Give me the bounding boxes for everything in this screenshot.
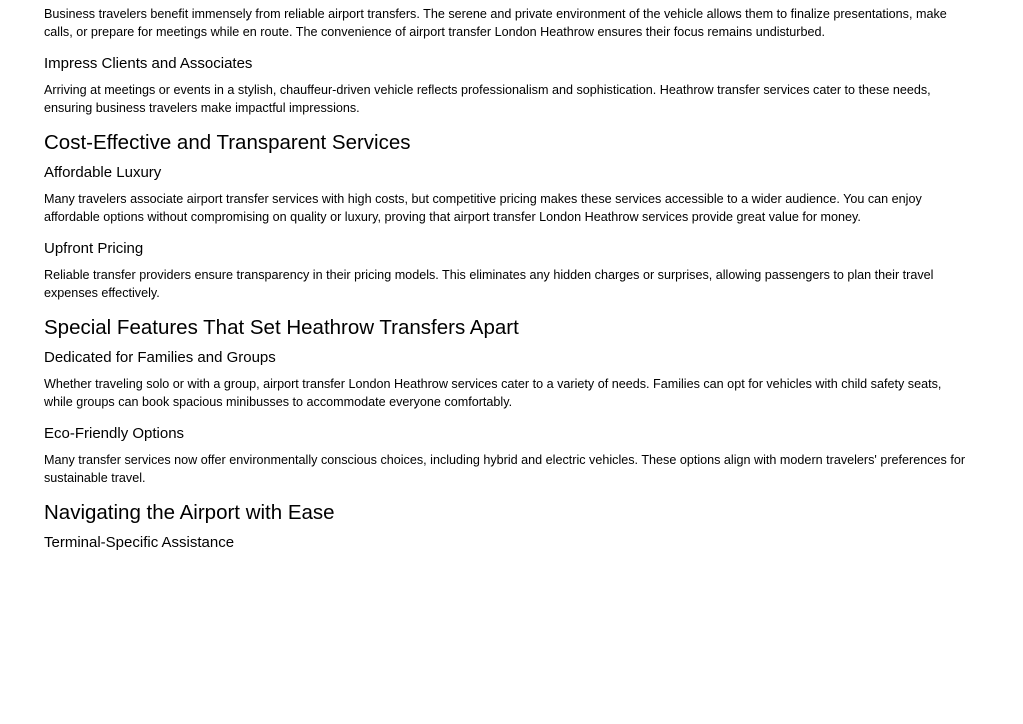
heading-families-groups: Dedicated for Families and Groups [44,349,276,366]
paragraph-affordable-luxury: Many travelers associate airport transfer services with high costs, but competitive pricing makes these services accessible to a wider audience. You can enjoy affordable options without compromising on quality or luxury, proving that airport transfer London Heathrow services provide great value for money. [44,192,922,224]
paragraph-families-groups: Whether traveling solo or with a group, airport transfer London Heathrow services cater to a variety of needs. Families can opt for vehicles with child safety seats, while groups can book spacious minibusses to accommodate everyone comfortably. [44,377,942,409]
heading-eco-friendly: Eco-Friendly Options [44,425,185,442]
document-page [44,6,966,553]
heading-special-features: Special Features That Set Heathrow Transfers Apart [44,316,519,339]
heading-impress-clients: Impress Clients and Associates [44,55,253,72]
heading-cost-effective: Cost-Effective and Transparent Services [44,131,411,154]
heading-upfront-pricing: Upfront Pricing [44,240,144,257]
heading-affordable-luxury: Affordable Luxury [44,164,162,181]
paragraph-eco-friendly: Many transfer services now offer environmentally conscious choices, including hybrid and electric vehicles. These options align with modern travelers' preferences for sustainable travel. [44,453,966,485]
heading-terminal-assistance: Terminal-Specific Assistance [44,534,235,551]
paragraph-business-focus: Business travelers benefit immensely from reliable airport transfers. The serene and private environment of the vehicle allows them to finalize presentations, make calls, or prepare for meetings while en route. The convenience of airport transfer London Heathrow ensures their focus remains undisturbed. [44,7,947,39]
paragraph-impress-clients: Arriving at meetings or events in a stylish, chauffeur-driven vehicle reflects professionalism and sophistication. Heathrow transfer services cater to these needs, ensuring business travelers make impactful impressions. [44,83,931,115]
paragraph-upfront-pricing: Reliable transfer providers ensure transparency in their pricing models. This eliminates any hidden charges or surprises, allowing passengers to plan their travel expenses effectively. [44,268,934,300]
heading-navigating: Navigating the Airport with Ease [44,501,335,524]
